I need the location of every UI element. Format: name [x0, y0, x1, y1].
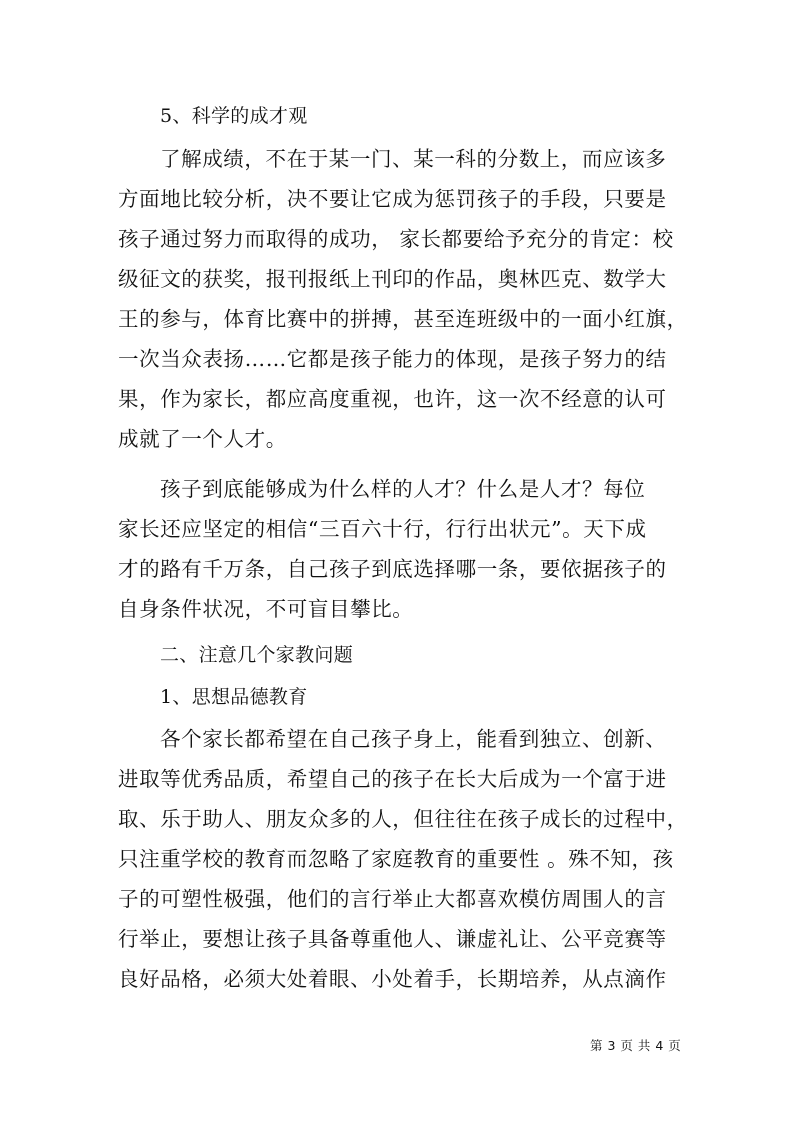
- paragraph-line: 了解成绩，不在于某一门、某一科的分数上，而应该多: [160, 147, 667, 171]
- paragraph-line: 果，作为家长，都应高度重视，也许，这一次不经意的认可: [118, 387, 667, 411]
- paragraph-line: 自身条件状况，不可盲目攀比。: [118, 597, 414, 621]
- paragraph-line: 行举止，要想让孩子具备尊重他人、谦虚礼让、公平竞赛等: [118, 927, 667, 951]
- paragraph-line: 取、乐于助人、朋友众多的人，但往往在孩子成长的过程中，: [118, 807, 688, 831]
- page-number-footer: 第 3 页 共 4 页: [590, 1038, 682, 1053]
- paragraph-line: 方面地比较分析，决不要让它成为惩罚孩子的手段，只要是: [118, 187, 667, 211]
- paragraph-line: 只注重学校的教育而忽略了家庭教育的重要性 。殊不知，孩: [118, 847, 674, 871]
- paragraph-line: 各个家长都希望在自己孩子身上，能看到独立、创新、: [160, 727, 667, 751]
- paragraph-line: 子的可塑性极强，他们的言行举止大都喜欢模仿周围人的言: [118, 887, 667, 911]
- paragraph-line: 家长还应坚定的相信“三百六十行，行行出状元”。天下成: [118, 517, 647, 541]
- paragraph-line: 良好品格，必须大处着眼、小处着手，长期培养，从点滴作: [118, 967, 667, 991]
- paragraph-line: 级征文的获奖，报刊报纸上刊印的作品，奥林匹克、数学大: [118, 267, 667, 291]
- paragraph-line: 孩子通过努力而取得的成功， 家长都要给予充分的肯定：校: [118, 227, 674, 251]
- paragraph-line: 才的路有千万条，自己孩子到底选择哪一条，要依据孩子的: [118, 557, 667, 581]
- paragraph-line: 成就了一个人才。: [118, 427, 287, 451]
- paragraph-line: 孩子到底能够成为什么样的人才？什么是人才？每位: [160, 477, 646, 501]
- paragraph-line: 进取等优秀品质，希望自己的孩子在长大后成为一个富于进: [118, 767, 667, 791]
- paragraph-line: 王的参与，体育比赛中的拼搏，甚至连班级中的一面小红旗，: [118, 307, 688, 331]
- section-heading-2: 二、注意几个家教问题: [160, 644, 354, 666]
- section-heading-5: 5、科学的成才观: [160, 105, 308, 127]
- paragraph-line: 一次当众表扬……它都是孩子能力的体现，是孩子努力的结: [118, 347, 667, 371]
- subsection-heading-1: 1、思想品德教育: [160, 686, 308, 708]
